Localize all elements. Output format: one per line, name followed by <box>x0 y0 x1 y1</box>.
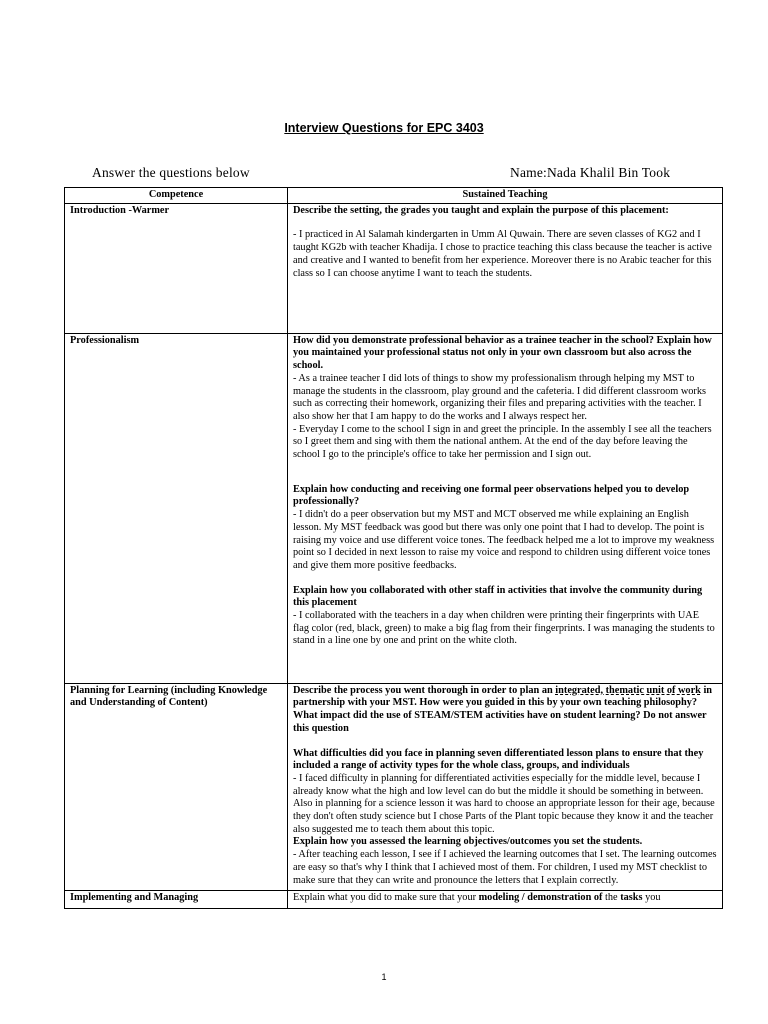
question: Explain how you collaborated with other staff in activities that involve the community during this placement <box>293 584 703 609</box>
student-name: Name:Nada Khalil Bin Took <box>510 165 671 180</box>
page-number: 1 <box>381 972 387 982</box>
question: Explain how you assessed the learning objectives/outcomes you set the students. <box>293 836 643 848</box>
question: Describe the setting, the grades you taught and explain the purpose of this placement: <box>293 204 669 216</box>
table-row <box>65 203 723 333</box>
document-title: Interview Questions for EPC 3403 <box>284 121 484 135</box>
interview-table <box>64 187 723 909</box>
question: Describe the process you went thorough in order to plan an integrated, thematic unit of work in partnership with your MST. How were you guided in this by your own teaching philosophy? What impact did the use of STEAM/STEM activities have on student learning? Do not answer this question <box>293 684 713 734</box>
underlined-phrase: integrated, thematic unit of work <box>555 684 701 696</box>
answer: - As a trainee teacher I did lots of things to show my professionalism through helping my MST to manage the students in the classroom, play ground and the cafeteria. I did different classroom works such as correcting their homework, organizing their files and preparing activities with the teacher. I also show her that I am happy to do the works and I always respect her. <box>293 372 706 422</box>
answer-prompt: Answer the questions below <box>92 165 250 180</box>
question: What difficulties did you face in planning seven differentiated lesson plans to ensure that they included a range of activity types for the whole class, groups, and individuals <box>293 747 704 772</box>
header-competence: Competence <box>65 188 288 204</box>
competence-cell: Implementing and Managing <box>65 891 288 909</box>
question: Explain what you did to make sure that your modeling / demonstration of the tasks you <box>293 892 661 904</box>
question: Explain how conducting and receiving one formal peer observations helped you to develop professionally? <box>293 483 690 508</box>
header-sustained-teaching: Sustained Teaching <box>288 188 723 204</box>
question: How did you demonstrate professional behavior as a trainee teacher in the school? Explain how you maintained your professional status not only in your own classroom but also across the school. <box>293 334 712 372</box>
response-cell <box>288 683 723 891</box>
answer: - I didn't do a peer observation but my MST and MCT observed me while explaining an English lesson. My MST feedback was good but there was only one point that I had to develop. The point is raising my voice and use different voice tones. The feedback helped me a lot to improve my weakness point so I decided in next lesson to raise my voice and respond to children using different voice tones and give them more positive feedbacks. <box>293 509 715 571</box>
answer: - After teaching each lesson, I see if I achieved the learning outcomes that I set. The learning outcomes are easy so that's why I think that I achieved most of them. For children, I used my MST checklist to make sure that they can write and pronounce the letters that I explain correctly. <box>293 849 717 886</box>
response-cell <box>288 203 723 333</box>
table-row <box>65 683 723 891</box>
competence-cell: Introduction -Warmer <box>65 203 288 333</box>
answer: - I faced difficulty in planning for differentiated activities especially for the middle level, because I already know what the high and low level can do but the middle it should be something in between. Also in planning for a science lesson it was hard to choose an appropriate lesson for their age, because they don't often study science but I chose Parts of the Plant topic because they know it and the teacher also suggested me to teach them about this topic. <box>293 772 715 835</box>
competence-cell: Professionalism <box>65 333 288 683</box>
table-row <box>65 333 723 683</box>
answer: - Everyday I come to the school I sign in and greet the principle. In the assembly I see all the teachers so I greet them and sing with them the national anthem. At the end of the day before leaving the school I go to the principle's office to take her permission and I sign out. <box>293 423 712 461</box>
response-cell <box>288 333 723 683</box>
answer: - I collaborated with the teachers in a day when children were printing their fingerprints with UAE flag color (red, black, green) to make a big flag from their fingerprints. I was managing the students to stand in a line one by one and print on the white cloth. <box>293 610 715 647</box>
answer: - I practiced in Al Salamah kindergarten in Umm Al Quwain. There are seven classes of KG2 and I taught KG2b with teacher Khadija. I chose to practice teaching this class because the teacher is active and creative and I wanted to benefit from her experience. Moreover there is no Arabic teacher for this class so I can choose anytime I want to teach the students. <box>293 229 712 279</box>
competence-cell: Planning for Learning (including Knowledge and Understanding of Content) <box>65 683 288 891</box>
table-header-row <box>65 188 723 204</box>
table-row <box>65 891 723 909</box>
response-cell <box>288 891 723 909</box>
